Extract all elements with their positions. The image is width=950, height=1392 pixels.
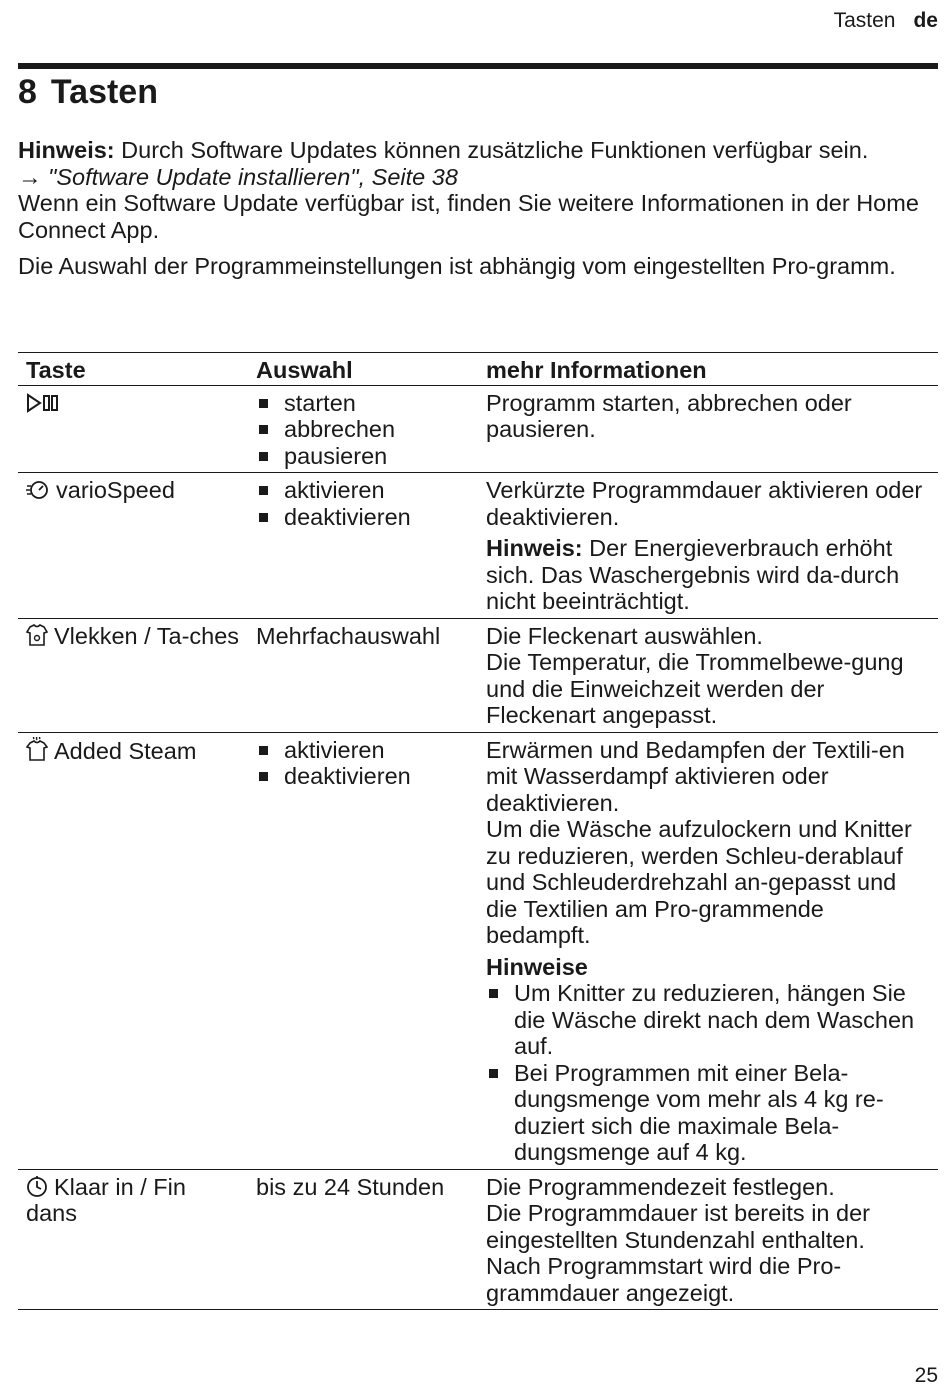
chapter-title-text: Tasten [50,73,158,111]
key-label: Added Steam [54,737,197,764]
running-header [834,8,938,34]
key-cell [18,1169,248,1310]
key-label: Klaar in / Fin dans [26,1173,186,1226]
info-text: Die Temperatur, die Trommelbewe-gung und die Einweichzeit werden der Fleckenart angepasst. [486,649,904,728]
info-note [486,535,930,615]
intro-note-label: Hinweis: [18,137,115,163]
intro-selection-text: Die Auswahl der Programmeinstellungen ist abhängig vom eingestellten Pro-gramm. [18,253,896,279]
info-cell [478,473,938,619]
header-language: de [913,9,938,32]
intro-note-text: Durch Software Updates können zusätzliche Funktionen verfügbar sein. [114,137,869,163]
column-header-info: mehr Informationen [478,353,938,386]
table-row [18,385,938,473]
intro-link[interactable] [18,164,938,191]
key-label: Vlekken / Ta-ches [54,622,240,649]
play-pause-icon [26,393,60,413]
table-row [18,732,938,1169]
info-text: Programm starten, abbrechen oder pausieren. [486,389,852,442]
list-item: Bei Programmen mit einer Bela-dungsmenge vom mehr als 4 kg re-duziert sich die maximale Bela-dungsmenge auf 4 kg. [486,1060,930,1166]
arrow-icon: → [18,163,42,190]
info-text: Die Programmdauer ist bereits in der eingestellten Stundenzahl enthalten. [486,1200,870,1253]
intro-note [18,137,938,164]
key-cell [18,732,248,1169]
list-item: aktivieren [256,477,470,504]
variospeed-icon [26,478,50,500]
info-notes-heading: Hinweise [486,953,588,980]
keys-table [18,352,938,1310]
table-row [18,1169,938,1310]
list-item: Um Knitter zu reduzieren, hängen Sie die Wäsche direkt nach dem Waschen auf. [486,980,930,1060]
options-cell [248,473,478,619]
options-cell [248,385,478,473]
info-text: Erwärmen und Bedampfen der Textili-en mit Wasserdampf aktivieren oder deaktivieren. [486,736,905,816]
key-cell [18,385,248,473]
chapter-number: 8 [18,73,37,111]
clock-icon [26,1175,48,1197]
page-number: 25 [914,1364,938,1387]
intro-section [18,137,938,280]
info-note-text: Der Energieverbrauch erhöht sich. Das Waschergebnis wird da-durch nicht beeinträchtigt. [486,535,900,614]
table-row [18,473,938,619]
info-cell [478,732,938,1169]
steam-shirt-icon [26,737,48,761]
table-header-row [18,353,938,386]
info-note-label: Hinweis: [486,535,583,561]
options-cell: bis zu 24 Stunden [248,1169,478,1310]
list-item: deaktivieren [256,504,470,531]
column-header-selection: Auswahl [248,353,478,386]
chapter-title [18,72,158,112]
column-header-key: Taste [18,353,248,386]
info-cell [478,1169,938,1310]
options-cell: Mehrfachauswahl [248,618,478,732]
info-cell [478,385,938,473]
list-item: abbrechen [256,416,470,443]
stain-shirt-icon [26,624,48,646]
key-cell [18,473,248,619]
key-cell [18,618,248,732]
top-rule [18,63,938,69]
list-item: deaktivieren [256,763,470,790]
info-text: Um die Wäsche aufzulockern und Knitter zu reduzieren, werden Schleu-derablauf und Schleuderdrehzahl an-gepasst und die Textilien am Pro-grammende bedampft. [486,816,912,948]
intro-link-text[interactable]: "Software Update installieren", Seite 38 [41,163,458,190]
table-row [18,618,938,732]
list-item: pausieren [256,443,470,470]
list-item: starten [256,390,470,417]
info-text: Die Programmendezeit festlegen. [486,1173,835,1200]
info-cell [478,618,938,732]
intro-update-text: Wenn ein Software Update verfügbar ist, finden Sie weitere Informationen in der Home Connect App. [18,190,919,243]
info-text: Die Fleckenart auswählen. [486,622,763,649]
info-text: Verkürzte Programmdauer aktivieren oder deaktivieren. [486,477,923,530]
list-item: aktivieren [256,737,470,764]
info-text: Nach Programmstart wird die Pro-grammdauer angezeigt. [486,1253,842,1306]
options-cell [248,732,478,1169]
header-section: Tasten [833,9,896,32]
key-label: varioSpeed [56,477,175,503]
